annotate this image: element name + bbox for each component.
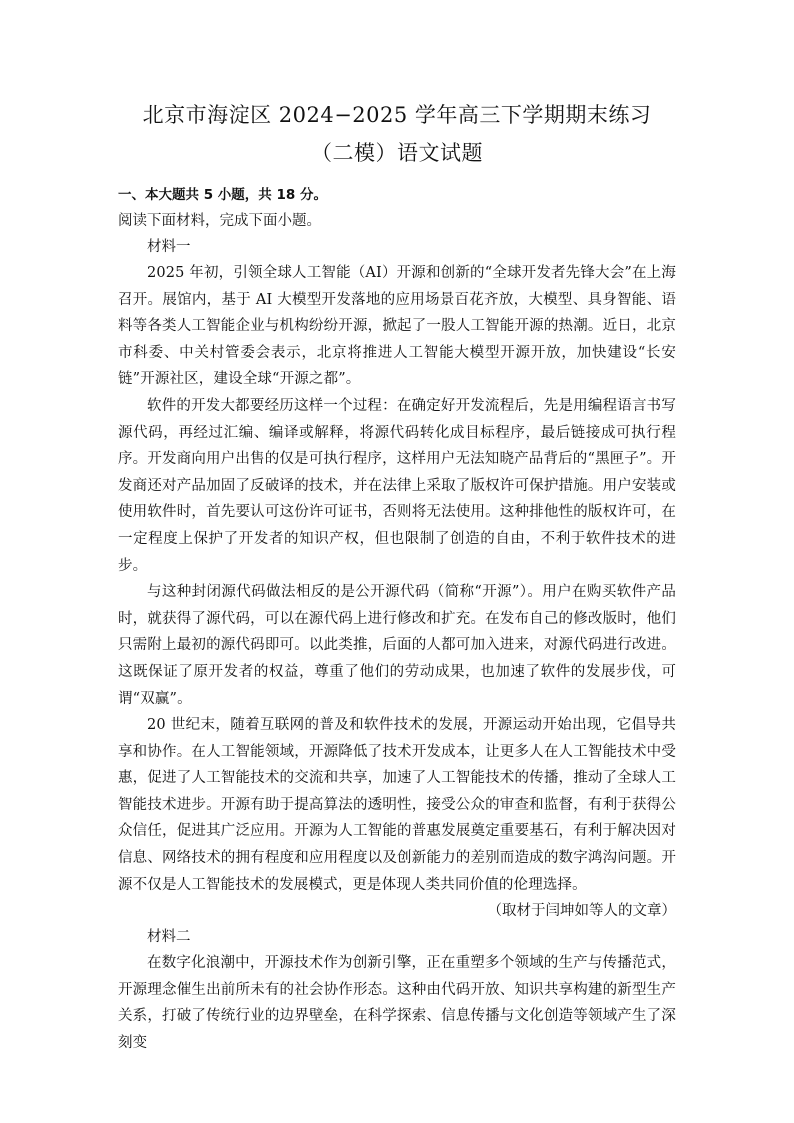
material-2-label: 材料二 [147,929,191,946]
title-line-2: （二模）语文试题 [311,141,483,165]
material-1-paragraph-2: 软件的开发大都要经历这样一个过程：在确定好开发流程后，先是用编程语言书写源代码，再经过汇编、编译或解释，将源代码转化成目标程序，最后链接成可执行程序。开发商向用户出售的仅是可执行程序，这样用户无法知晓产品背后的“黑匣子”。开发商还对产品加固了反破译的技术，并在法律上采取了版权许可保护措施。用户安装或使用软件时，首先要认可这份许可证书，否则将无法使用。这种排他性的版权许可，在一定程度上保护了开发者的知识产权，但也限制了创造的自由，不利于软件技术的进步。 [118,397,676,574]
instruction-text: 阅读下面材料，完成下面小题。 [118,213,321,229]
section-heading: 一、本大题共 5 小题，共 18 分。 [118,187,327,203]
material-2-paragraph-1: 在数字化浪潮中，开源技术作为创新引擎，正在重塑多个领域的生产与传播范式，开源理念催生出前所未有的社会协作形态。这种由代码开放、知识共享构建的新型生产关系，打破了传统行业的边界壁垒，在科学探索、信息传播与文化创造等领域产生了深刻变 [118,955,676,1052]
material-1-source: （取材于闫坤如等人的文章） [487,903,676,920]
page-title [118,96,676,172]
material-1-paragraph-4: 20 世纪末，随着互联网的普及和软件技术的发展，开源运动开始出现，它倡导共享和协作。在人工智能领域，开源降低了技术开发成本，让更多人在人工智能技术中受惠，促进了人工智能技术的交流和共享，加速了人工智能技术的传播，推动了全球人工智能技术进步。开源有助于提高算法的透明性，接受公众的审查和监督，有利于获得公众信任，促进其广泛应用。开源为人工智能的普惠发展奠定重要基石，有利于解决因对信息、网络技术的拥有程度和应用程度以及创新能力的差别而造成的数字鸿沟问题。开源不仅是人工智能技术的发展模式，更是体现人类共同价值的伦理选择。 [118,717,676,893]
material-1-paragraph-1: 2025 年初，引领全球人工智能（AI）开源和创新的“全球开发者先锋大会”在上海召开。展馆内，基于 AI 大模型开发落地的应用场景百花齐放，大模型、具身智能、语料等各类人工智能企业与机构纷纷开源，掀起了一股人工智能开源的热潮。近日，北京市科委、中关村管委会表示，北京将推进人工智能大模型开源开放，加快建设“长安链”开源社区，建设全球“开源之都”。 [118,265,676,388]
material-1-paragraph-3: 与这种封闭源代码做法相反的是公开源代码（简称“开源”）。用户在购买软件产品时，就获得了源代码，可以在源代码上进行修改和扩充。在发布自己的修改版时，他们只需附上最初的源代码即可。以此类推，后面的人都可加入进来，对源代码进行改进。这既保证了原开发者的权益，尊重了他们的劳动成果，也加速了软件的发展步伐，可谓“双赢”。 [118,584,676,707]
title-line-1: 北京市海淀区 2024−2025 学年高三下学期期末练习 [142,103,652,127]
material-1-label: 材料一 [147,239,191,255]
